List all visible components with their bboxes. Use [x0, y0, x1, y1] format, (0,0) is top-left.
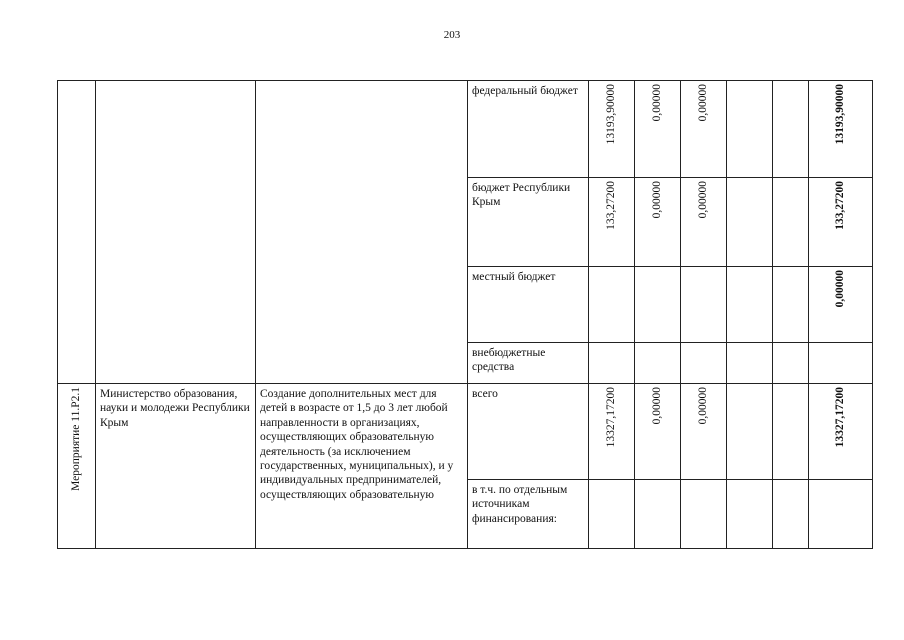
amount-cell: 13193,90000 [589, 81, 635, 178]
amount-cell [635, 343, 681, 384]
activity-cell [256, 81, 468, 384]
amount-cell [773, 178, 809, 267]
funding-source-cell: всего [468, 384, 589, 480]
funding-source-cell: внебюджетные средства [468, 343, 589, 384]
amount-cell [589, 480, 635, 549]
amount-cell [681, 480, 727, 549]
amount-cell [773, 343, 809, 384]
total-cell: 0,00000 [809, 267, 873, 343]
amount-cell [681, 267, 727, 343]
amount-cell: 0,00000 [635, 384, 681, 480]
measure-number-cell [58, 81, 96, 384]
total-cell [809, 343, 873, 384]
amount-cell [727, 81, 773, 178]
amount-cell: 133,27200 [589, 178, 635, 267]
amount-cell: 0,00000 [635, 178, 681, 267]
total-cell: 13327,17200 [809, 384, 873, 480]
amount-cell [773, 384, 809, 480]
amount-cell [773, 480, 809, 549]
total-cell [809, 480, 873, 549]
executor-cell [96, 81, 256, 384]
amount-cell [635, 480, 681, 549]
amount-cell [773, 81, 809, 178]
amount-cell [635, 267, 681, 343]
amount-cell [727, 343, 773, 384]
funding-source-cell: бюджет Республики Крым [468, 178, 589, 267]
amount-cell [727, 384, 773, 480]
amount-cell: 0,00000 [681, 384, 727, 480]
budget-table [57, 80, 873, 549]
amount-cell: 0,00000 [681, 178, 727, 267]
amount-cell [773, 267, 809, 343]
amount-cell [681, 343, 727, 384]
table-row [58, 81, 873, 178]
funding-source-cell: федеральный бюджет [468, 81, 589, 178]
total-cell: 13193,90000 [809, 81, 873, 178]
amount-cell: 0,00000 [635, 81, 681, 178]
amount-cell [589, 343, 635, 384]
executor-cell: Министерство образования, науки и молодежи Республики Крым [96, 384, 256, 549]
amount-cell [727, 480, 773, 549]
activity-cell: Создание дополнительных мест для детей в возрасте от 1,5 до 3 лет любой направленности в организациях, осуществляющих образовательную деятельность (за исключением государственных, муниципальных), и у индивидуальных предпринимателей, осуществляющих образовательную [256, 384, 468, 549]
measure-number-cell [58, 384, 96, 549]
table-row [58, 384, 873, 480]
amount-cell [727, 178, 773, 267]
total-cell: 133,27200 [809, 178, 873, 267]
amount-cell [727, 267, 773, 343]
measure-number: Мероприятие 11.Р2.1 [70, 387, 83, 491]
amount-cell [589, 267, 635, 343]
page-number: 203 [443, 29, 461, 41]
funding-source-cell: местный бюджет [468, 267, 589, 343]
funding-source-cell: в т.ч. по отдельным источникам финансирования: [468, 480, 589, 549]
amount-cell: 0,00000 [681, 81, 727, 178]
amount-cell: 13327,17200 [589, 384, 635, 480]
